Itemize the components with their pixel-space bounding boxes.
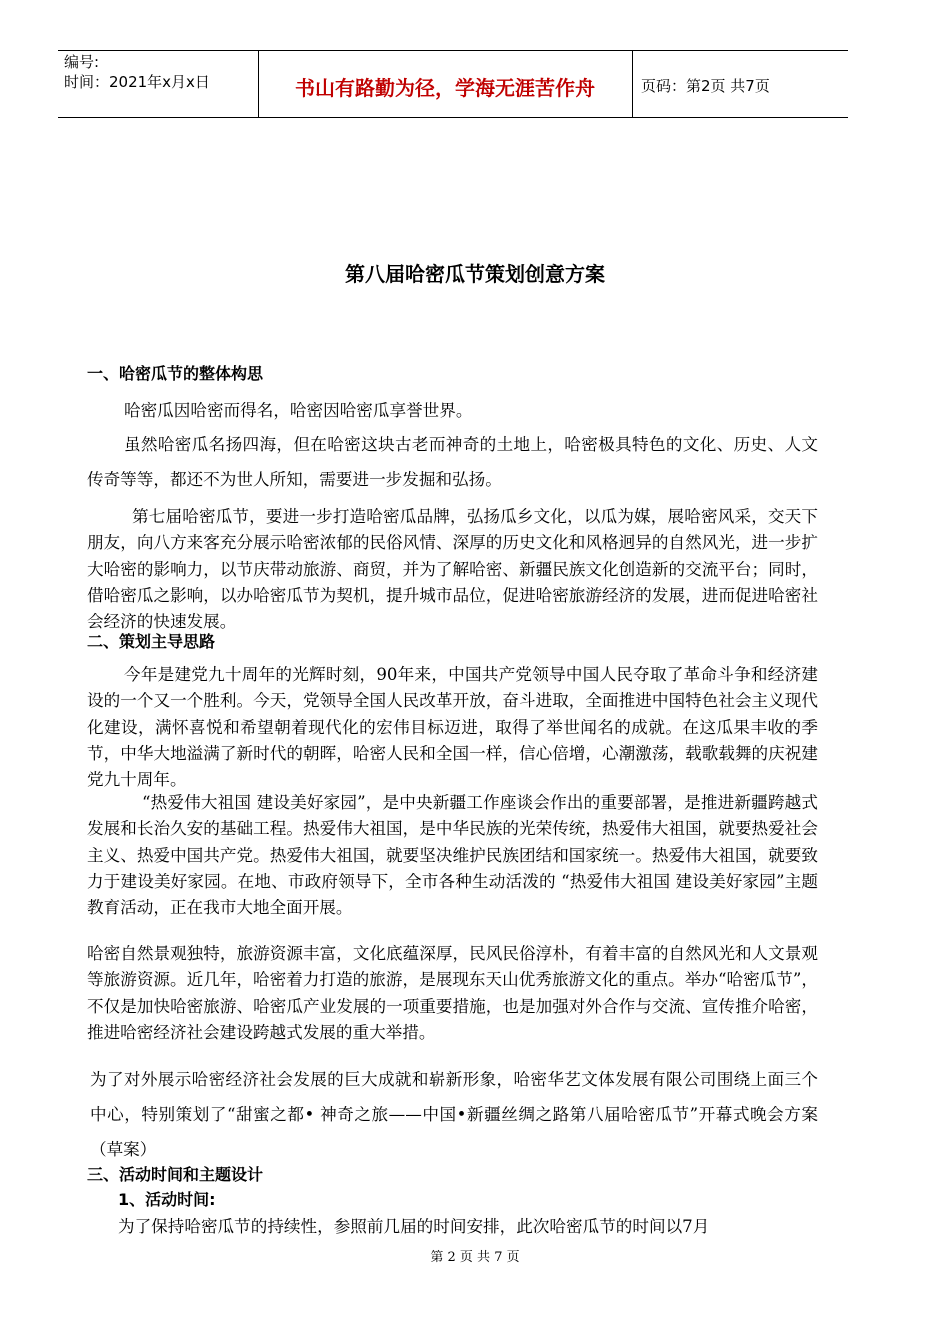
document-time-label: 时间：2021年x月x日 [64,73,210,91]
paragraph: 为了对外展示哈密经济社会发展的巨大成就和崭新形象，哈密华艺文体发展有限公司围绕上面三个中心，特别策划了“甜蜜之都• 神奇之旅——中国•新疆丝绸之路第八届哈密瓜节”开幕式晚会方案（草案） [90,1070,818,1159]
document-number-label: 编号: [64,53,100,71]
header-top-rule [58,50,848,51]
paragraph: 哈密自然景观独特，旅游资源丰富，文化底蕴深厚，民风民俗淳朴，有着丰富的自然风光和人文景观等旅游资源。近几年，哈密着力打造的旅游，是展现东天山优秀旅游文化的重点。举办“哈密瓜节”，不仅是加快哈密旅游、哈密瓜产业发展的一项重要措施，也是加强对外合作与交流、宣传推介哈密，推进哈密经济社会建设跨越式发展的重大举措。 [87,944,818,1042]
subsection-heading: 1、活动时间: [118,1190,216,1209]
page-number-label: 页码：第2页 共7页 [641,77,770,95]
document-title: 第八届哈密瓜节策划创意方案 [345,262,605,286]
paragraph: 今年是建党九十周年的光辉时刻，90年来，中国共产党领导中国人民夺取了革命斗争和经济建设的一个又一个胜利。今天，党领导全国人民改革开放，奋斗进取，全面推进中国特色社会主义现代化建设，满怀喜悦和希望朝着现代化的宏伟目标迈进，取得了举世闻名的成就。在这瓜果丰收的季节，中华大地溢满了新时代的朝晖，哈密人民和全国一样，信心倍增，心潮激荡，载歌载舞的庆祝建党九十周年。 [87,665,818,790]
paragraph: 为了保持哈密瓜节的持续性，参照前几届的时间安排，此次哈密瓜节的时间以7月 [118,1217,710,1236]
section-heading-2: 二、策划主导思路 [87,632,216,651]
paragraph: 哈密瓜因哈密而得名，哈密因哈密瓜享誉世界。 [124,401,473,420]
paragraph: 虽然哈密瓜名扬四海，但在哈密这块古老而神奇的土地上，哈密极具特色的文化、历史、人文传奇等等，都还不为世人所知，需要进一步发掘和弘扬。 [87,435,818,489]
section-heading-3: 三、活动时间和主题设计 [87,1165,264,1184]
header-divider-right [632,50,633,117]
page-footer: 第 2 页 共 7 页 [430,1250,520,1265]
paragraph: 第七届哈密瓜节，要进一步打造哈密瓜品牌，弘扬瓜乡文化，以瓜为媒，展哈密风采，交天下朋友，向八方来客充分展示哈密浓郁的民俗风情、深厚的历史文化和风格迥异的自然风光，进一步扩大哈密的影响力，以节庆带动旅游、商贸，并为了解哈密、新疆民族文化创造新的交流平台；同时，借哈密瓜之影响，以办哈密瓜节为契机，提升城市品位，促进哈密旅游经济的发展，进而促进哈密社会经济的快速发展。 [87,507,818,632]
header-bottom-rule [58,117,848,118]
paragraph: “热爱伟大祖国 建设美好家园”，是中央新疆工作座谈会作出的重要部署，是推进新疆跨越式发展和长治久安的基础工程。热爱伟大祖国，是中华民族的光荣传统，热爱伟大祖国，就要热爱社会主义、热爱中国共产党。热爱伟大祖国，就要坚决维护民族团结和国家统一。热爱伟大祖国，就要致力于建设美好家园。在地、市政府领导下，全市各种生动活泼的 “热爱伟大祖国 建设美好家园”主题教育活动，正在我市大地全面开展。 [87,793,818,918]
header-motto: 书山有路勤为径，学海无涯苦作舟 [295,76,595,100]
section-heading-1: 一、哈密瓜节的整体构思 [87,364,264,383]
